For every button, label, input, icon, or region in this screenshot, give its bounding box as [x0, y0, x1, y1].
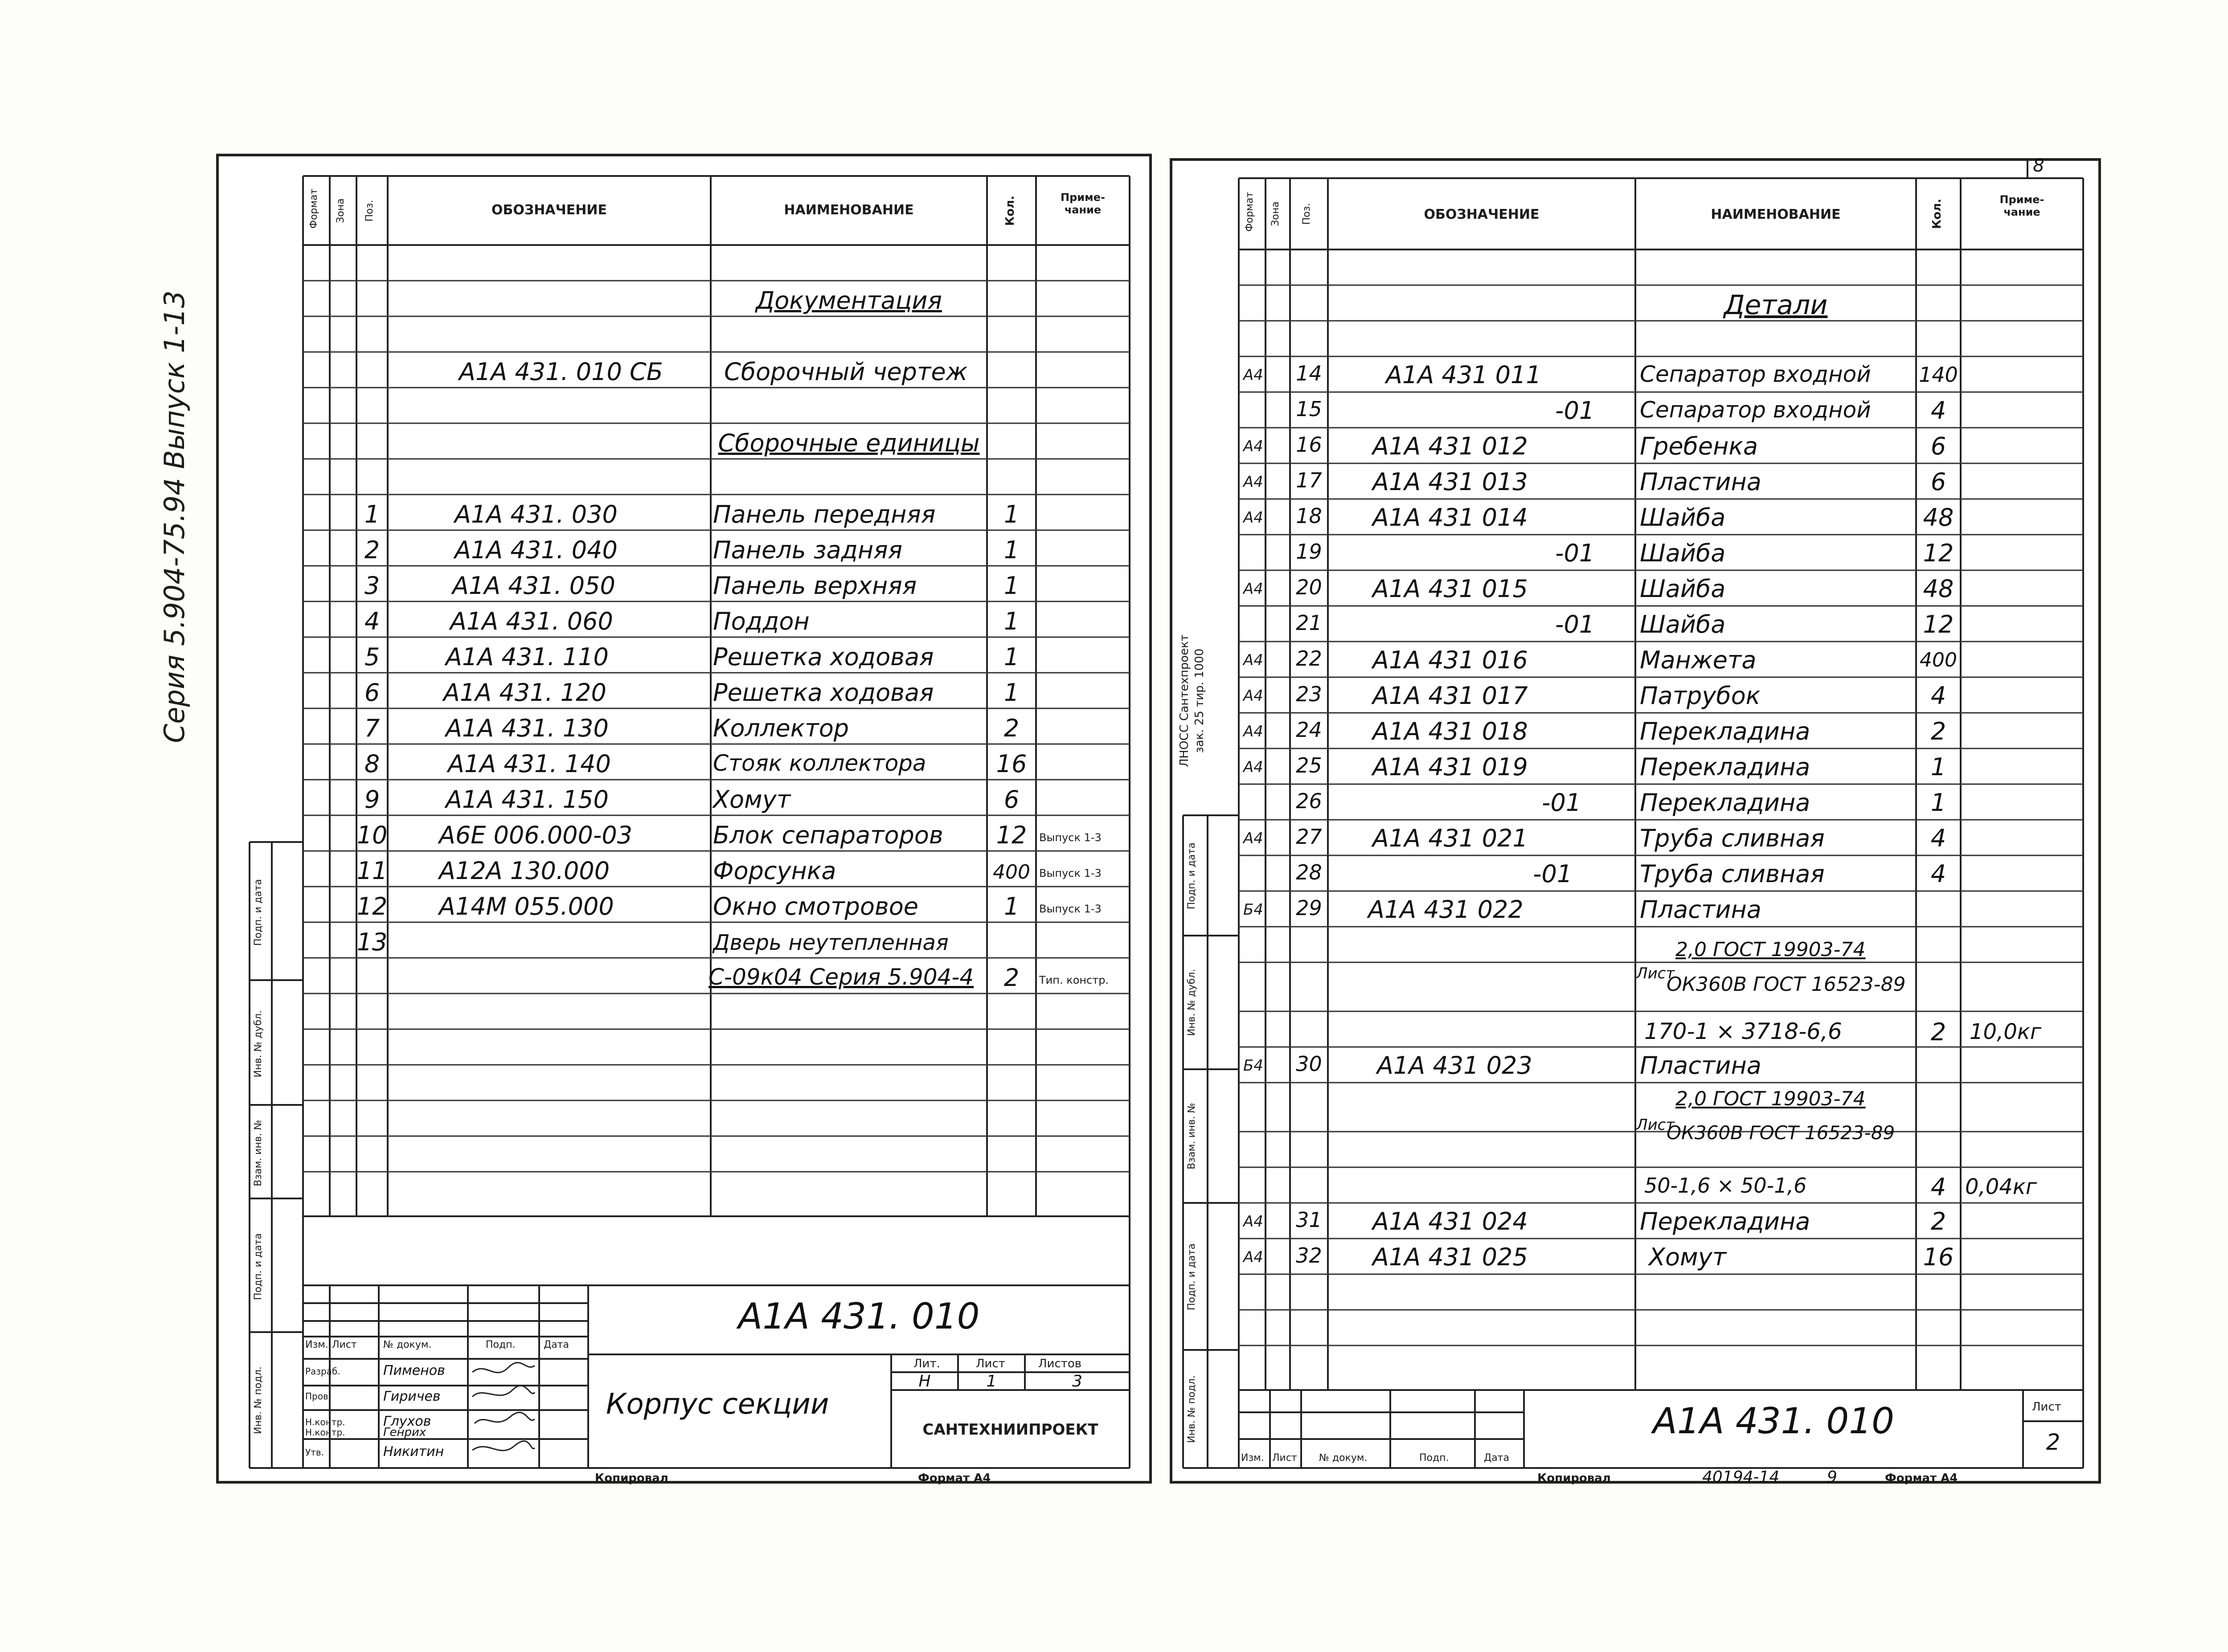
row-pos: 16	[1296, 433, 1322, 457]
row-qty: 6	[1930, 432, 1946, 460]
row-name: 170-1 × 3718-6,6	[1644, 1018, 1842, 1044]
row-designation: А1А 431 025	[1372, 1243, 1528, 1271]
row-pos: 31	[1296, 1208, 1322, 1232]
row-designation: А1А 431 019	[1372, 753, 1528, 781]
row-pos: 13	[356, 928, 388, 956]
col-label: Изм.	[305, 1339, 328, 1350]
row-name: Шайба	[1640, 575, 1726, 603]
row-pos: 28	[1296, 860, 1322, 884]
row-format: А4	[1243, 1248, 1263, 1266]
row-name: Пластина	[1640, 468, 1761, 496]
row-name: Сепаратор входной	[1640, 361, 1871, 387]
row-designation: -01	[1555, 610, 1595, 638]
row-name: Патрубок	[1640, 682, 1761, 710]
row-designation: А1А 431 017	[1372, 682, 1528, 710]
row-name: Решетка ходовая	[713, 643, 934, 671]
material-top: 2,0 ГОСТ 19903-74	[1675, 1088, 1866, 1110]
row-qty: 2	[1930, 1018, 1946, 1046]
header-qty: Кол.	[1930, 198, 1944, 229]
role-label: Н.контр.	[305, 1417, 345, 1427]
row-qty: 1	[1003, 500, 1020, 528]
header-note: Приме- чание	[1999, 193, 2044, 218]
left-doc-code: А1А 431. 010	[738, 1296, 980, 1337]
series-margin-note: Серия 5.904-75.94 Выпуск 1-13	[158, 290, 191, 743]
row-name: Окно смотровое	[713, 892, 918, 920]
right-sheet-value: 2	[2046, 1429, 2060, 1455]
row-note: Выпуск 1-3	[1039, 903, 1102, 915]
row-pos: 7	[364, 714, 380, 742]
row-designation: А1А 431 021	[1372, 824, 1528, 852]
row-note: Выпуск 1-3	[1039, 867, 1102, 879]
door-note: Тип. констр.	[1039, 974, 1109, 986]
row-pos: 4	[364, 607, 380, 635]
row-pos: 29	[1296, 896, 1322, 920]
row-format: А4	[1243, 580, 1263, 598]
doc-name: Сборочный чертеж	[724, 358, 968, 386]
row-pos: 17	[1296, 468, 1322, 492]
stamp-label: Подп. и дата	[253, 879, 264, 946]
header-designation: ОБОЗНАЧЕНИЕ	[491, 202, 607, 218]
row-pos: 20	[1296, 575, 1322, 599]
row-note: 10,0кг	[1970, 1019, 2042, 1044]
row-name: Шайба	[1640, 503, 1726, 532]
header-zone: Зона	[1270, 201, 1281, 226]
row-format: А4	[1243, 687, 1263, 705]
row-format: А4	[1243, 438, 1263, 455]
row-pos: 11	[356, 857, 388, 885]
sheets-value: 3	[1072, 1372, 1082, 1390]
row-qty: 2	[1930, 1207, 1946, 1235]
row-qty: 4	[1930, 682, 1946, 710]
row-designation: -01	[1555, 397, 1595, 425]
row-format: Б4	[1243, 1057, 1263, 1075]
row-name: Дверь неутепленная	[713, 930, 949, 955]
row-qty: 48	[1923, 503, 1954, 532]
row-pos: 19	[1296, 540, 1322, 564]
row-name: Панель передняя	[713, 500, 936, 528]
row-name: 50-1,6 × 50-1,6	[1644, 1174, 1807, 1198]
row-pos: 3	[364, 572, 380, 600]
row-qty: 1	[1003, 892, 1020, 920]
material-prefix: Лист	[1636, 1116, 1675, 1134]
section-assembly: Сборочные единицы	[718, 429, 980, 457]
row-qty: 1	[1003, 643, 1020, 671]
row-pos: 8	[364, 750, 380, 778]
row-qty: 48	[1923, 575, 1954, 603]
col-label: Дата	[544, 1339, 569, 1350]
col-label: № докум.	[383, 1339, 432, 1350]
row-designation: А1А 431 022	[1368, 896, 1524, 924]
header-pos: Поз.	[364, 200, 375, 222]
row-name: Шайба	[1640, 610, 1726, 638]
row-qty: 140	[1919, 363, 1958, 387]
material-bottom: ОК360В ГОСТ 16523-89	[1667, 1122, 1895, 1144]
col-label: № докум.	[1319, 1452, 1368, 1464]
stamp-label: Инв. № дубл.	[1186, 969, 1197, 1036]
material-top: 2,0 ГОСТ 19903-74	[1675, 938, 1866, 961]
row-format: А4	[1243, 758, 1263, 776]
row-format: А4	[1243, 366, 1263, 384]
row-designation: А1А 431. 140	[448, 750, 611, 778]
role-label: Разраб.	[305, 1366, 340, 1377]
row-designation: А1А 431 016	[1372, 646, 1528, 674]
row-designation: А1А 431 012	[1372, 432, 1528, 460]
row-name: Перекладина	[1640, 789, 1810, 817]
row-name: Гребенка	[1640, 432, 1758, 460]
row-qty: 400	[993, 861, 1030, 883]
row-pos: 1	[364, 500, 380, 528]
col-label: Изм.	[1241, 1452, 1264, 1464]
row-name: Труба сливная	[1640, 860, 1825, 888]
row-qty: 12	[1923, 610, 1954, 638]
row-note: Выпуск 1-3	[1039, 831, 1102, 844]
row-pos: 6	[364, 679, 380, 707]
row-designation: А1А 431. 060	[450, 607, 613, 635]
row-designation: А1А 431. 110	[446, 643, 609, 671]
row-format: А4	[1243, 1213, 1263, 1231]
row-pos: 14	[1296, 361, 1322, 385]
stamp-label: Подп. и дата	[1186, 842, 1197, 909]
row-name: Пластина	[1640, 1051, 1761, 1080]
row-designation: А1А 431. 040	[455, 536, 618, 564]
surname: Гиричев	[383, 1389, 441, 1404]
row-pos: 27	[1296, 825, 1322, 849]
row-qty: 1	[1930, 789, 1946, 817]
lit-label: Лит.	[913, 1357, 940, 1370]
row-designation: А1А 431 014	[1372, 503, 1528, 532]
col-label: Лист	[1272, 1452, 1297, 1464]
row-qty: 12	[1923, 539, 1954, 567]
row-format: А4	[1243, 509, 1263, 527]
col-label: Подп.	[486, 1339, 516, 1350]
stamp-label: Взам. инв. №	[1186, 1103, 1197, 1169]
row-pos: 15	[1296, 397, 1322, 421]
row-name: Сепаратор входной	[1640, 397, 1871, 423]
right-sheet-label: Лист	[2032, 1400, 2061, 1414]
stamp-label: Подп. и дата	[253, 1233, 264, 1300]
row-designation: А1А 431 024	[1372, 1207, 1528, 1235]
row-pos: 25	[1296, 753, 1322, 777]
header-qty: Кол.	[1003, 195, 1017, 226]
row-designation: А1А 431 015	[1372, 575, 1528, 603]
row-qty: 16	[996, 750, 1027, 778]
row-pos: 21	[1296, 611, 1322, 635]
row-pos: 18	[1296, 504, 1322, 528]
row-qty: 4	[1930, 1173, 1946, 1201]
row-designation: А1А 431. 150	[446, 785, 609, 814]
row-name: Манжета	[1640, 646, 1757, 674]
row-name: Коллектор	[713, 714, 849, 742]
row-pos: 9	[364, 785, 380, 814]
header-note: Приме- чание	[1061, 191, 1105, 216]
header-format: Формат	[308, 188, 319, 229]
stamp-label: Инв. № подл.	[1186, 1375, 1197, 1443]
row-format: А4	[1243, 830, 1263, 847]
org-name: САНТЕХНИИПРОЕКТ	[922, 1421, 1098, 1439]
row-designation: -01	[1555, 539, 1595, 567]
print-run-note: ЛНОСС Сантехпроект зак. 25 тир. 1000	[1178, 634, 1206, 768]
right-doc-code: А1А 431. 010	[1652, 1400, 1895, 1442]
row-qty: 16	[1923, 1243, 1954, 1271]
sheet-label: Лист	[976, 1357, 1005, 1370]
row-pos: 10	[356, 821, 388, 849]
left-copied: Копировал	[595, 1472, 668, 1485]
row-designation: А1А 431 023	[1377, 1051, 1532, 1080]
order-number: 40194-14	[1702, 1468, 1780, 1486]
row-name: Панель задняя	[713, 536, 903, 564]
role-label: Утв.	[305, 1447, 324, 1458]
row-designation: -01	[1533, 860, 1573, 888]
row-note: 0,04кг	[1965, 1174, 2037, 1199]
row-format: А4	[1243, 473, 1263, 491]
header-format: Формат	[1244, 192, 1255, 232]
sheets-label: Листов	[1038, 1357, 1082, 1370]
role-label: Н.контр.	[305, 1427, 345, 1438]
row-designation: А1А 431. 130	[446, 714, 609, 742]
row-name: Поддон	[713, 607, 810, 635]
row-designation: А14М 055.000	[439, 892, 614, 920]
row-qty: 4	[1930, 860, 1946, 888]
row-qty: 4	[1930, 397, 1946, 425]
row-name: Блок сепараторов	[713, 821, 943, 849]
row-designation: А12А 130.000	[439, 857, 610, 885]
material-prefix: Лист	[1636, 965, 1675, 982]
sheet-value: 1	[986, 1372, 997, 1390]
row-name: Перекладина	[1640, 1207, 1810, 1235]
row-qty: 2	[1930, 717, 1946, 745]
row-pos: 2	[364, 536, 380, 564]
header-name: НАИМЕНОВАНИЕ	[784, 202, 914, 218]
door-qty: 2	[1003, 964, 1020, 992]
row-format: Б4	[1243, 901, 1263, 919]
row-pos: 12	[356, 892, 388, 920]
row-designation: А1А 431. 120	[443, 679, 606, 707]
row-name: Перекладина	[1640, 753, 1810, 781]
row-name: Панель верхняя	[713, 572, 917, 600]
order-sheet: 9	[1827, 1468, 1837, 1486]
row-designation: А1А 431 013	[1372, 468, 1528, 496]
row-format: А4	[1243, 723, 1263, 740]
row-name: Решетка ходовая	[713, 679, 934, 707]
header-name: НАИМЕНОВАНИЕ	[1711, 207, 1841, 222]
row-designation: А1А 431. 030	[455, 500, 618, 528]
row-designation: А1А 431 011	[1386, 361, 1541, 389]
row-qty: 400	[1920, 649, 1957, 671]
section-parts: Детали	[1724, 290, 1828, 321]
row-designation: А1А 431 018	[1372, 717, 1528, 745]
row-name: Пластина	[1640, 896, 1761, 924]
header-pos: Поз.	[1301, 203, 1312, 225]
row-format: А4	[1243, 651, 1263, 669]
row-designation: А1А 431. 050	[452, 572, 615, 600]
doc-designation: А1А 431. 010 СБ	[459, 358, 663, 386]
row-qty: 1	[1003, 607, 1020, 635]
header-designation: ОБОЗНАЧЕНИЕ	[1424, 207, 1540, 222]
row-pos: 23	[1296, 682, 1322, 706]
row-qty: 4	[1930, 824, 1946, 852]
lit-value: Н	[918, 1372, 931, 1390]
surname: Глухов	[383, 1414, 431, 1429]
row-name: Хомут	[713, 785, 791, 814]
row-name: Стояк коллектора	[713, 750, 926, 776]
row-qty: 2	[1003, 714, 1020, 742]
right-format: Формат А4	[1885, 1472, 1958, 1485]
row-pos: 22	[1296, 646, 1322, 671]
surname: Генрих	[383, 1426, 426, 1439]
row-pos: 24	[1296, 718, 1322, 742]
col-label: Лист	[332, 1339, 357, 1350]
stamp-label: Инв. № подл.	[253, 1366, 264, 1434]
col-label: Дата	[1484, 1452, 1509, 1464]
door-series-ref: С-09к04 Серия 5.904-4	[709, 964, 974, 990]
row-name: Труба сливная	[1640, 824, 1825, 852]
page-number: 8	[2033, 155, 2044, 176]
row-qty: 6	[1930, 468, 1946, 496]
col-label: Подп.	[1419, 1452, 1449, 1464]
row-name: Шайба	[1640, 539, 1726, 567]
header-zone: Зона	[335, 198, 346, 223]
row-qty: 6	[1003, 785, 1020, 814]
row-qty: 1	[1003, 572, 1020, 600]
row-pos: 5	[364, 643, 380, 671]
row-qty: 12	[996, 821, 1027, 849]
row-designation: А6Е 006.000-03	[439, 821, 633, 849]
row-name: Форсунка	[713, 857, 836, 885]
row-designation: -01	[1542, 789, 1581, 817]
row-pos: 26	[1296, 789, 1322, 813]
row-qty: 1	[1930, 753, 1946, 781]
section-documentation: Документация	[756, 286, 942, 315]
stamp-label: Подп. и дата	[1186, 1243, 1197, 1310]
right-copied: Копировал	[1537, 1472, 1611, 1485]
material-bottom: ОК360В ГОСТ 16523-89	[1667, 973, 1906, 996]
role-label: Пров.	[305, 1391, 332, 1402]
surname: Никитин	[383, 1444, 444, 1460]
stamp-label: Взам. инв. №	[253, 1120, 264, 1186]
left-format: Формат А4	[918, 1472, 991, 1485]
stamp-label: Инв. № дубл.	[253, 1010, 264, 1078]
surname: Пименов	[383, 1363, 445, 1378]
row-pos: 30	[1296, 1052, 1322, 1076]
row-qty: 1	[1003, 536, 1020, 564]
row-name: Перекладина	[1640, 717, 1810, 745]
row-pos: 32	[1296, 1243, 1322, 1268]
left-doc-title: Корпус секции	[606, 1388, 829, 1421]
row-name: Хомут	[1649, 1243, 1727, 1271]
row-qty: 1	[1003, 679, 1020, 707]
